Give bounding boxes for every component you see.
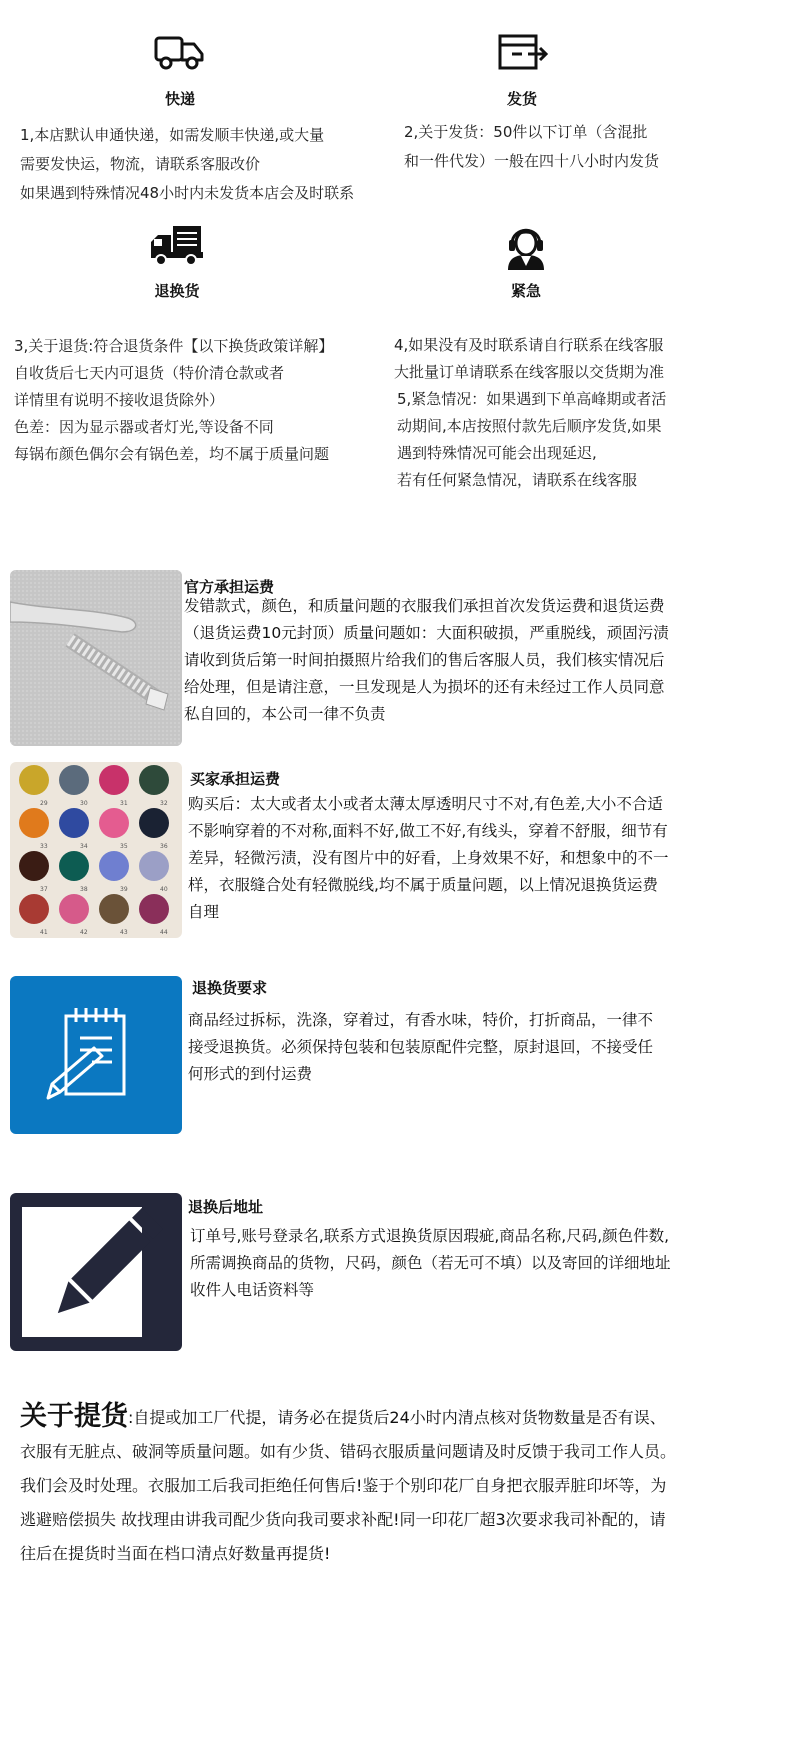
urgent-line: 遇到特殊情况可能会出现延迟, [397, 444, 597, 462]
express-line: 1,本店默认申通快递，如需发顺丰快递,或大量 [20, 126, 325, 144]
swatch-number: 41 [40, 929, 48, 936]
color-swatch-image [10, 762, 182, 938]
swatch-number: 40 [160, 886, 168, 893]
color-swatch [19, 765, 49, 795]
color-swatch [99, 851, 129, 881]
section-line: （退货运费10元封顶）质量问题如：大面积破损，严重脱线，顽固污渍 [184, 624, 669, 642]
fabric-drawstring-image [10, 570, 182, 746]
urgent-line: 大批量订单请联系在线客服以交货期为准 [394, 363, 665, 381]
color-swatch [139, 894, 169, 924]
shipping-line: 和一件代发）一般在四十八小时内发货 [404, 152, 660, 170]
pickup-line: 往后在提货时当面在档口清点好数量再提货! [20, 1544, 331, 1563]
customer-service-icon [504, 222, 548, 274]
color-swatch [139, 851, 169, 881]
document-pencil-tile [10, 976, 182, 1134]
urgent-line: 若有任何紧急情况，请联系在线客服 [397, 471, 638, 489]
returns-text [14, 333, 333, 468]
swatch-number: 29 [40, 800, 48, 807]
swatch-number: 36 [160, 843, 168, 850]
section-line: 商品经过拆标，洗涤，穿着过，有香水味，特价，打折商品，一律不 [188, 1011, 654, 1029]
express-title: 快递 [164, 90, 195, 108]
swatch-number: 32 [160, 800, 168, 807]
returns-block [146, 224, 208, 304]
pickup-first-line [20, 1400, 676, 1435]
shipping-line: 2,关于发货：50件以下订单（含混批 [404, 123, 648, 141]
document-pencil-icon [40, 1004, 150, 1112]
return-truck-icon [149, 224, 205, 270]
swatch-number: 37 [40, 886, 48, 893]
color-swatch [19, 851, 49, 881]
swatch-number: 43 [120, 929, 128, 936]
section-line: 请收到货后第一时间拍摄照片给我们的售后客服人员，我们核实情况后 [184, 651, 665, 669]
pickup-heading: 关于提货 [20, 1401, 128, 1432]
section-line: 样，衣服缝合处有轻微脱线,均不属于质量问题，以上情况退换货运费 [188, 876, 658, 894]
section-line: 不影响穿着的不对称,面料不好,做工不好,有线头，穿着不舒服，细节有 [188, 822, 668, 840]
swatch-number: 42 [80, 929, 88, 936]
section-body [190, 1223, 671, 1304]
shipping-text [404, 118, 659, 176]
urgent-line: 4,如果没有及时联系请自行联系在线客服 [394, 336, 664, 354]
color-swatch [99, 765, 129, 795]
urgent-title: 紧急 [510, 282, 541, 300]
section-title: 退换后地址 [188, 1198, 264, 1216]
returns-line: 色差：因为显示器或者灯光,等设备不同 [14, 418, 274, 436]
swatch-number: 39 [120, 886, 128, 893]
returns-line: 每锅布颜色偶尔会有锅色差，均不属于质量问题 [14, 445, 330, 463]
color-swatch [99, 894, 129, 924]
color-swatch [59, 894, 89, 924]
section-title: 官方承担运费 [184, 578, 275, 596]
section-line: 接受退换货。必须保持包装和包装原配件完整，原封退回，不接受任 [188, 1038, 654, 1056]
express-line: 如果遇到特殊情况48小时内未发货本店会及时联系 [20, 184, 355, 202]
pickup-line: 衣服有无脏点、破洞等质量问题。如有少货、错码衣服质量问题请及时反馈于我司工作人员。 [20, 1442, 677, 1461]
urgent-line: 动期间,本店按照付款先后顺序发货,如果 [397, 417, 662, 435]
swatch-number: 31 [120, 800, 128, 807]
returns-line: 自收货后七天内可退货（特价清仓款或者 [14, 364, 285, 382]
section-line: 何形式的到付运费 [188, 1065, 313, 1083]
pickup-notice [20, 1400, 676, 1571]
section-line: 订单号,账号登录名,联系方式退换货原因瑕疵,商品名称,尺码,颜色件数, [190, 1227, 670, 1245]
section-line: 私自回的，本公司一律不负责 [184, 705, 386, 723]
color-swatch [19, 808, 49, 838]
color-swatch [19, 894, 49, 924]
color-swatch [99, 808, 129, 838]
returns-line: 详情里有说明不接收退货除外） [14, 391, 225, 409]
returns-title: 退换货 [154, 282, 200, 300]
color-swatch [139, 765, 169, 795]
swatch-number: 35 [120, 843, 128, 850]
section-body [188, 791, 669, 926]
shipping-title: 发货 [506, 90, 537, 108]
edit-pencil-tile [10, 1193, 182, 1351]
urgent-line: 5,紧急情况：如果遇到下单高峰期或者活 [397, 390, 667, 408]
swatch-number: 34 [80, 843, 88, 850]
color-swatch [59, 851, 89, 881]
section-body [188, 1007, 653, 1088]
color-swatch [59, 765, 89, 795]
section-title: 买家承担运费 [190, 770, 281, 788]
pickup-line: 我们会及时处理。衣服加工后我司拒绝任何售后!鉴于个别印花厂自身把衣服弄脏印坏等，为 [20, 1476, 667, 1495]
pickup-line: :自提或加工厂代提，请务必在提货后24小时内清点核对货物数量是否有误、 [128, 1408, 666, 1427]
swatch-number: 38 [80, 886, 88, 893]
section-line: 所需调换商品的货物，尺码，颜色（若无可不填）以及寄回的详细地址 [190, 1254, 671, 1272]
urgent-text [394, 332, 666, 494]
shipping-box-icon [498, 32, 550, 76]
swatch-number: 30 [80, 800, 88, 807]
section-line: 给处理，但是请注意，一旦发现是人为损坏的还有未经过工作人员同意 [184, 678, 665, 696]
express-line: 需要发快运，物流，请联系客服改价 [20, 155, 261, 173]
section-line: 购买后：太大或者太小或者太薄太厚透明尺寸不对,有色差,大小不合适 [188, 795, 663, 813]
urgent-block [496, 222, 556, 304]
delivery-truck-icon [154, 32, 206, 76]
section-body [184, 593, 669, 728]
section-line: 收件人电话资料等 [190, 1281, 315, 1299]
color-swatch [59, 808, 89, 838]
shipping-block [492, 32, 552, 112]
express-text [20, 121, 354, 208]
section-line: 发错款式，颜色，和质量问题的衣服我们承担首次发货运费和退货运费 [184, 597, 665, 615]
pickup-line: 逃避赔偿损失 故找理由讲我司配少货向我司要求补配!同一印花厂超3次要求我司补配的，请 [20, 1510, 666, 1529]
section-line: 自理 [188, 903, 220, 921]
swatch-number: 44 [160, 929, 168, 936]
section-line: 差异，轻微污渍，没有图片中的好看，上身效果不好，和想象中的不一 [188, 849, 669, 867]
returns-line: 3,关于退货:符合退货条件【以下换货政策详解】 [14, 337, 334, 355]
section-title: 退换货要求 [192, 979, 268, 997]
color-swatch [139, 808, 169, 838]
express-block [150, 32, 210, 112]
swatch-number: 33 [40, 843, 48, 850]
